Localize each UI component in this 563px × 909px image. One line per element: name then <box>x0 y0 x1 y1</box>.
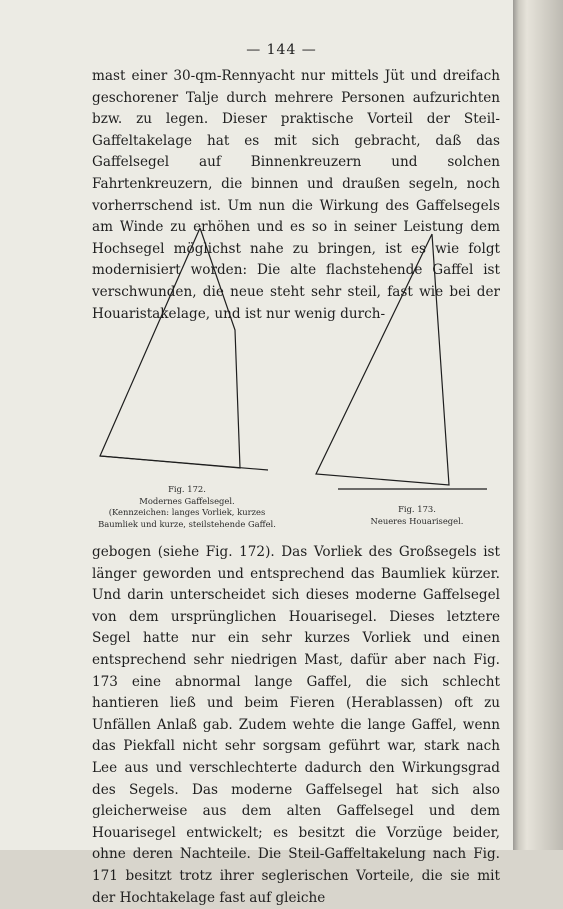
sail-173-outline <box>316 234 449 485</box>
sail-fig-172 <box>100 228 268 470</box>
figure-173-caption <box>332 504 502 527</box>
sail-diagrams <box>92 222 502 502</box>
paragraph-1: mast einer 30-qm-Rennyacht nur mittels Jüt und dreifach geschorener Talje durch mehrere Personen aufzurichten bzw. zu legen. Dieser praktische Vorteil der Steil-Gaffeltakelage hat es mit sich gebracht, daß das Gaffelsegel auf Binnenkreuzern und solchen Fahrtenkreuzern, die binnen und draußen segeln, noch vorherrschend ist. Um nun die Wirkung des Gaffelsegels am Winde zu erhöhen und es so in seiner Leistung dem Hochsegel möglichst nahe zu bringen, ist es wie folgt modernisiert worden: Die alte flachstehende Gaffel ist verschwunden, die neue steht sehr steil, fast wie bei der Houaristakelage, und ist nur wenig durch- <box>92 68 500 322</box>
figure-173-number: Fig. 173. <box>398 504 436 514</box>
sail-172-outline <box>100 228 240 468</box>
page-number: — 144 — <box>246 42 317 58</box>
page-edge-marks <box>551 60 561 172</box>
paragraph-2: gebogen (siehe Fig. 172). Das Vorliek des Großsegels ist länger geworden und entsprechend das Baumliek kürzer. Und darin unterscheidet sich dieses moderne Gaffelsegel von dem ursprünglichen Houarisegel. Dieses letztere Segel hatte nur ein sehr kurzes Vorliek und einen entsprechend sehr niedrigen Mast, dafür aber nach Fig. 173 eine abnormal lange Gaffel, die sich schlecht hantieren ließ und beim Fieren (Herablassen) oft zu Unfällen Anlaß gab. Zudem wehte die lange Gaffel, wenn das Piekfall nicht sehr sorgsam geführt war, stark nach Lee aus und verschlechterte dadurch den Wirkungsgrad des Segels. Das moderne Gaffelsegel hat sich also gleicherweise aus dem alten Gaffelsegel und dem Houarisegel entwickelt; es besitzt die Vorzüge beider, ohne deren Nachteile. Die Steil-Gaffeltakelung nach Fig. 171 besitzt trotz ihrer seglerischen Vorteile, die sie mit der Hochtakelage fast auf gleiche <box>92 544 500 906</box>
figures <box>92 222 502 532</box>
figure-172-number: Fig. 172. <box>168 484 206 494</box>
sail-fig-173 <box>316 234 487 489</box>
adjacent-page-edge <box>513 0 563 850</box>
figure-172-note: (Kennzeichen: langes Vorliek, kurzes Baumliek und kurze, steilstehende Gaffel. <box>98 507 276 529</box>
figure-173-title: Neueres Houarisegel. <box>370 515 464 526</box>
figure-172-title: Modernes Gaffelsegel. <box>139 495 235 506</box>
sail-172-boom <box>100 456 268 470</box>
figure-172-caption <box>92 484 282 530</box>
